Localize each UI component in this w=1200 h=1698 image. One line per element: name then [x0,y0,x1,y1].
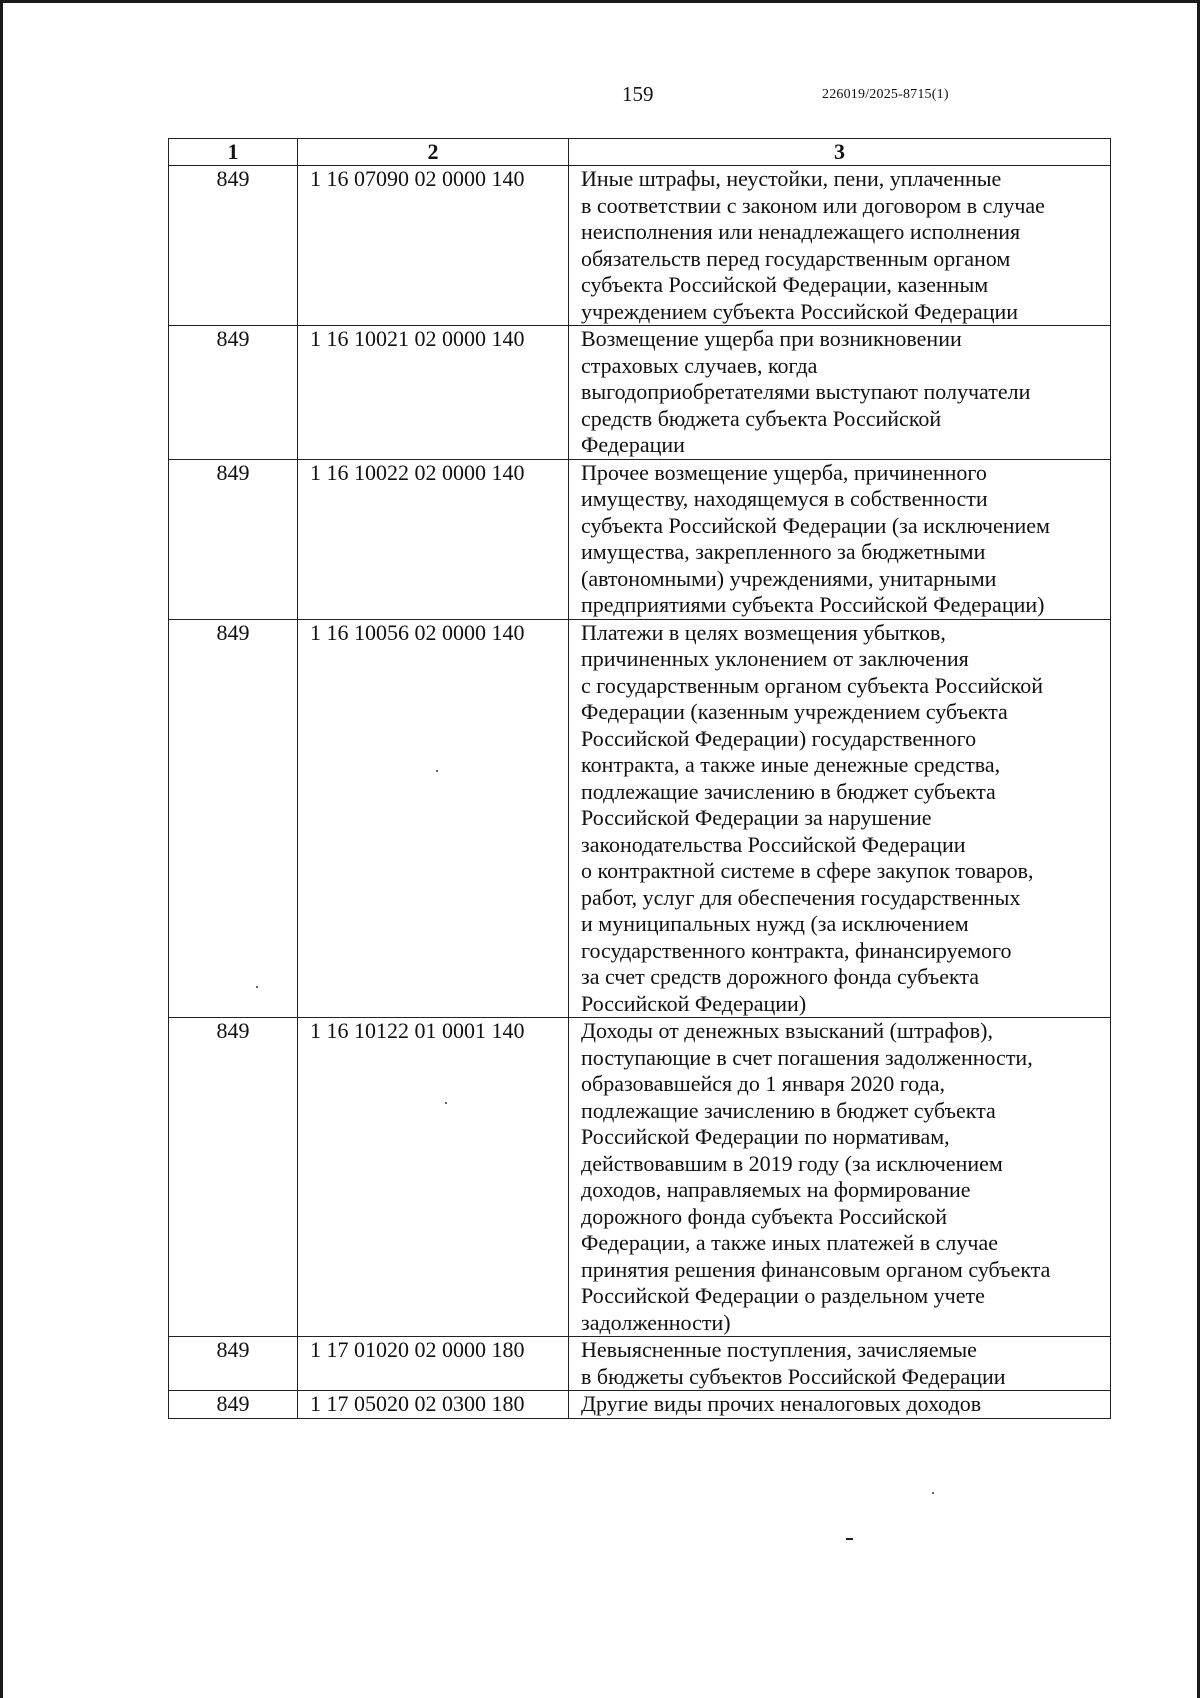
budget-classification-code-cell: 1 16 10056 02 0000 140 [298,619,569,1018]
description-line: Платежи в целях возмещения убытков, [581,619,946,645]
description-line: подлежащие зачислению в бюджет субъекта [581,1097,996,1123]
description-line: средств бюджета субъекта Российской [581,405,942,431]
budget-classification-code-cell: 1 17 01020 02 0000 180 [298,1337,569,1391]
description-line: предприятиями субъекта Российской Федерации) [581,592,1045,617]
description-line: доходов, направляемых на формирование [581,1177,971,1202]
scan-speck [436,770,438,772]
revenue-description-cell [569,1391,1111,1419]
description-line: выгодоприобретателями выступают получатели [581,379,1031,404]
description-line: субъекта Российской Федерации, казенным [581,272,989,297]
description-line: работ, услуг для обеспечения государственных [581,884,1021,910]
table-row [169,1018,1111,1337]
admin-code-cell: 849 [169,166,298,326]
revenue-description-cell [569,459,1111,619]
description-line: в соответствии с законом или договором в случае [581,192,1045,218]
description-line: обязательств перед государственным органом [581,245,1011,271]
budget-classification-code-cell: 1 16 10122 01 0001 140 [298,1018,569,1337]
revenue-description-cell [569,619,1111,1018]
table-row [169,1337,1111,1391]
description-line: учреждением субъекта Российской Федерации [581,298,1019,324]
description-line: задолженности) [581,1309,731,1335]
description-line: причиненных уклонением от заключения [581,646,969,671]
description-line: действовавшим в 2019 году (за исключением [581,1150,1003,1176]
page-number: 159 [622,82,654,106]
description-line: (автономными) учреждениями, унитарными [581,565,997,591]
column-header-2: 2 [298,139,569,166]
admin-code-cell: 849 [169,1018,298,1337]
column-header-3: 3 [569,139,1111,166]
description-line: государственного контракта, финансируемого [581,937,1012,963]
description-line: поступающие в счет погашения задолженности, [581,1044,1033,1070]
table-row [169,1391,1111,1419]
table-row [169,326,1111,460]
budget-classification-code-cell: 1 17 05020 02 0300 180 [298,1391,569,1419]
scan-border-left [0,0,3,1698]
revenue-description-cell [569,1018,1111,1337]
budget-classification-code-cell: 1 16 10022 02 0000 140 [298,459,569,619]
description-line: Российской Федерации за нарушение [581,805,932,830]
description-line: подлежащие зачислению в бюджет субъекта [581,778,996,804]
description-line: Российской Федерации о раздельном учете [581,1283,985,1308]
admin-code-cell: 849 [169,1337,298,1391]
description-line: с государственным органом субъекта Российской [581,672,1043,698]
table-body [169,166,1111,1419]
description-line: неисполнения или ненадлежащего исполнения [581,219,1021,244]
revenue-description-cell [569,166,1111,326]
description-line: имуществу, находящемуся в собственности [581,486,988,511]
description-line: в бюджеты субъектов Российской Федерации [581,1363,1006,1389]
description-line: за счет средств дорожного фонда субъекта [581,964,980,989]
admin-code-cell: 849 [169,459,298,619]
description-line: образовавшейся до 1 января 2020 года, [581,1071,945,1096]
admin-code-cell: 849 [169,1391,298,1419]
description-line: имущества, закрепленного за бюджетными [581,539,986,564]
description-line: Федерации, а также иных платежей в случае [581,1230,999,1255]
revenue-description-cell [569,1337,1111,1391]
description-line: страховых случаев, когда [581,352,818,378]
description-line: субъекта Российской Федерации (за исключением [581,512,1050,538]
description-line: законодательства Российской Федерации [581,831,966,857]
description-line: дорожного фонда субъекта Российской [581,1203,948,1229]
scan-speck [445,1102,447,1104]
description-line: Федерации [581,432,685,457]
budget-classification-code-cell: 1 16 07090 02 0000 140 [298,166,569,326]
admin-code-cell: 849 [169,326,298,460]
description-line: о контрактной системе в сфере закупок товаров, [581,858,1034,883]
document-id: 226019/2025-8715(1) [822,87,949,102]
description-line: Федерации (казенным учреждением субъекта [581,699,1008,724]
description-line: Невыясненные поступления, зачисляемые [581,1337,977,1362]
description-line: Другие виды прочих неналоговых доходов [581,1391,982,1416]
table-row [169,459,1111,619]
budget-codes-table [168,138,1111,1419]
description-line: принятия решения финансовым органом субъекта [581,1256,1051,1282]
scan-mark [846,1538,853,1540]
scan-speck [932,1492,934,1494]
description-line: и муниципальных нужд (за исключением [581,911,969,936]
description-line: Доходы от денежных взысканий (штрафов), [581,1018,993,1043]
description-line: Иные штрафы, неустойки, пени, уплаченные [581,166,1002,191]
description-line: Российской Федерации) [581,990,807,1016]
table-header-row [169,139,1111,166]
scan-speck [256,986,258,988]
scan-border-top [0,0,1200,3]
table-row [169,166,1111,326]
budget-classification-code-cell: 1 16 10021 02 0000 140 [298,326,569,460]
description-line: Российской Федерации) государственного [581,725,977,751]
description-line: Возмещение ущерба при возникновении [581,326,962,351]
description-line: Российской Федерации по нормативам, [581,1124,950,1149]
column-header-1: 1 [169,139,298,166]
admin-code-cell: 849 [169,619,298,1018]
table-row [169,619,1111,1018]
description-line: Прочее возмещение ущерба, причиненного [581,459,987,485]
revenue-description-cell [569,326,1111,460]
description-line: контракта, а также иные денежные средства, [581,752,1001,777]
